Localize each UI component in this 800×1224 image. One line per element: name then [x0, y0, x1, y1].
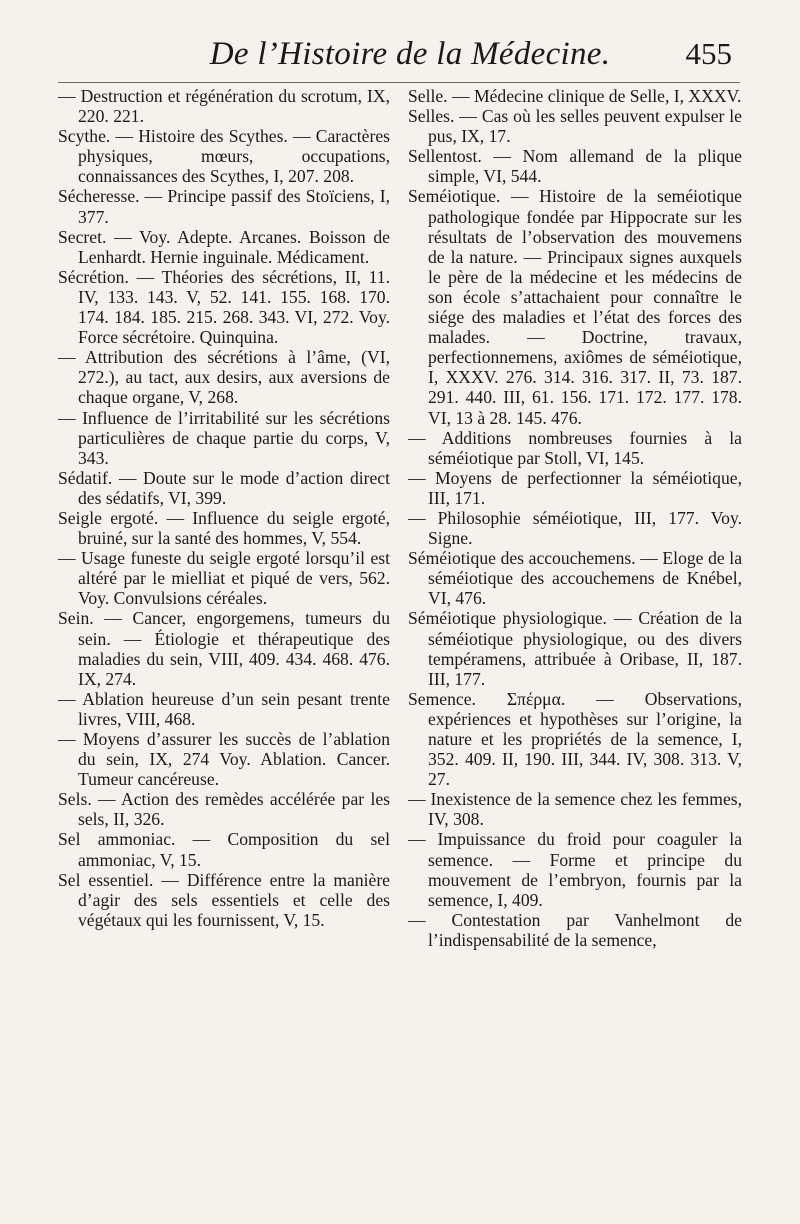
index-entry: — Additions nombreuses fournies à la séméiotique par Stoll, VI, 145.	[408, 427, 742, 468]
index-entry: Séméiotique des accouchemens. — Eloge de la séméiotique des accouchemens de Knébel, VI, 476.	[408, 548, 742, 609]
index-entry: Selle. — Médecine clinique de Selle, I, XXXV.	[408, 86, 742, 106]
index-entry: Sécrétion. — Théories des sécrétions, II, 11. IV, 133. 143. V, 52. 141. 155. 168. 170. 174. 184. 185. 215. 268. 343. VI, 272. Voy. Force sécrétoire. Quinquina.	[58, 266, 390, 348]
index-entry: — Usage funeste du seigle ergoté lorsqu’il est altéré par le mielliat et piqué de vers, 562. Voy. Convulsions céréales.	[58, 548, 390, 609]
index-entry: Sellentost. — Nom allemand de la plique simple, VI, 544.	[408, 146, 742, 187]
right-column	[408, 86, 742, 950]
index-entry: Sels. — Action des remèdes accélérée par les sels, II, 326.	[58, 789, 390, 830]
index-entry: — Influence de l’irritabilité sur les sécrétions particulières de chaque partie du corps, V, 343.	[58, 407, 390, 468]
index-entry: Seméiotique. — Histoire de la seméiotique pathologique fondée par Hippocrate sur les résultats de l’observation des mouvemens de la nature. — Principaux signes auxquels le père de la médecine et les médecins de son école s’attachaient pour connaître le siége des maladies et l’état des forces des malades. — Doctrine, travaux, perfectionnemens, axiômes de séméiotique, I, XXXV. 276. 314. 316. 317. II, 73. 187. 291. 440. III, 61. 156. 171. 172. 177. 178. VI, 13 à 28. 145. 476.	[408, 186, 742, 428]
index-entry: Selles. — Cas où les selles peuvent expulser le pus, IX, 17.	[408, 106, 742, 147]
index-entry: — Philosophie séméiotique, III, 177. Voy. Signe.	[408, 507, 742, 549]
index-entry: Séméiotique physiologique. — Création de la séméiotique physiologique, ou des divers tempéramens, attribuée à Oribase, II, 187. III, 177.	[408, 608, 742, 689]
index-entry: Sel ammoniac. — Composition du sel ammoniac, V, 15.	[58, 829, 390, 870]
index-entry: — Destruction et régénération du scrotum, IX, 220. 221.	[58, 86, 390, 127]
index-entry: Sel essentiel. — Différence entre la manière d’agir des sels essentiels et celle des végétaux qui les fournissent, V, 15.	[58, 869, 390, 930]
page-header	[58, 36, 762, 80]
index-entry: Seigle ergoté. — Influence du seigle ergoté, bruiné, sur la santé des hommes, V, 554.	[58, 507, 390, 549]
index-entry: — Moyens de perfectionner la séméiotique, III, 171.	[408, 467, 742, 508]
index-entry: — Attribution des sécrétions à l’âme, (VI, 272.), au tact, aux desirs, aux aversions de chaque organe, V, 268.	[58, 347, 390, 408]
index-entry: — Impuissance du froid pour coaguler la semence. — Forme et principe du mouvement de l’embryon, fournis par la semence, I, 409.	[408, 829, 742, 910]
index-entry: Scythe. — Histoire des Scythes. — Caractères physiques, mœurs, occupations, connaissances des Scythes, I, 207. 208.	[58, 126, 390, 187]
index-entry: Sédatif. — Doute sur le mode d’action direct des sédatifs, VI, 399.	[58, 467, 390, 508]
index-entry: — Inexistence de la semence chez les femmes, IV, 308.	[408, 789, 742, 830]
index-entry: — Contestation par Vanhelmont de l’indispensabilité de la semence,	[408, 909, 742, 950]
page-number: 455	[685, 36, 732, 71]
index-entry: — Moyens d’assurer les succès de l’ablation du sein, IX, 274 Voy. Ablation. Cancer. Tumeur cancéreuse.	[58, 729, 390, 790]
index-entry: — Ablation heureuse d’un sein pesant trente livres, VIII, 468.	[58, 688, 390, 729]
index-entry: Sein. — Cancer, engorgemens, tumeurs du sein. — Étiologie et thérapeutique des maladies du sein, VIII, 409. 434. 468. 476. IX, 274.	[58, 608, 390, 689]
header-rule	[58, 82, 740, 83]
index-entry: Semence. Σπέρμα. — Observations, expériences et hypothèses sur l’origine, la nature et les propriétés de la semence, I, 352. 409. II, 190. III, 344. IV, 308. 313. V, 27.	[408, 688, 742, 790]
left-column	[58, 86, 390, 930]
running-title: De l’Histoire de la Médecine.	[209, 36, 611, 72]
index-entry: Secret. — Voy. Adepte. Arcanes. Boisson de Lenhardt. Hernie inguinale. Médicament.	[58, 226, 390, 267]
index-entry: Sécheresse. — Principe passif des Stoïciens, I, 377.	[58, 186, 390, 227]
